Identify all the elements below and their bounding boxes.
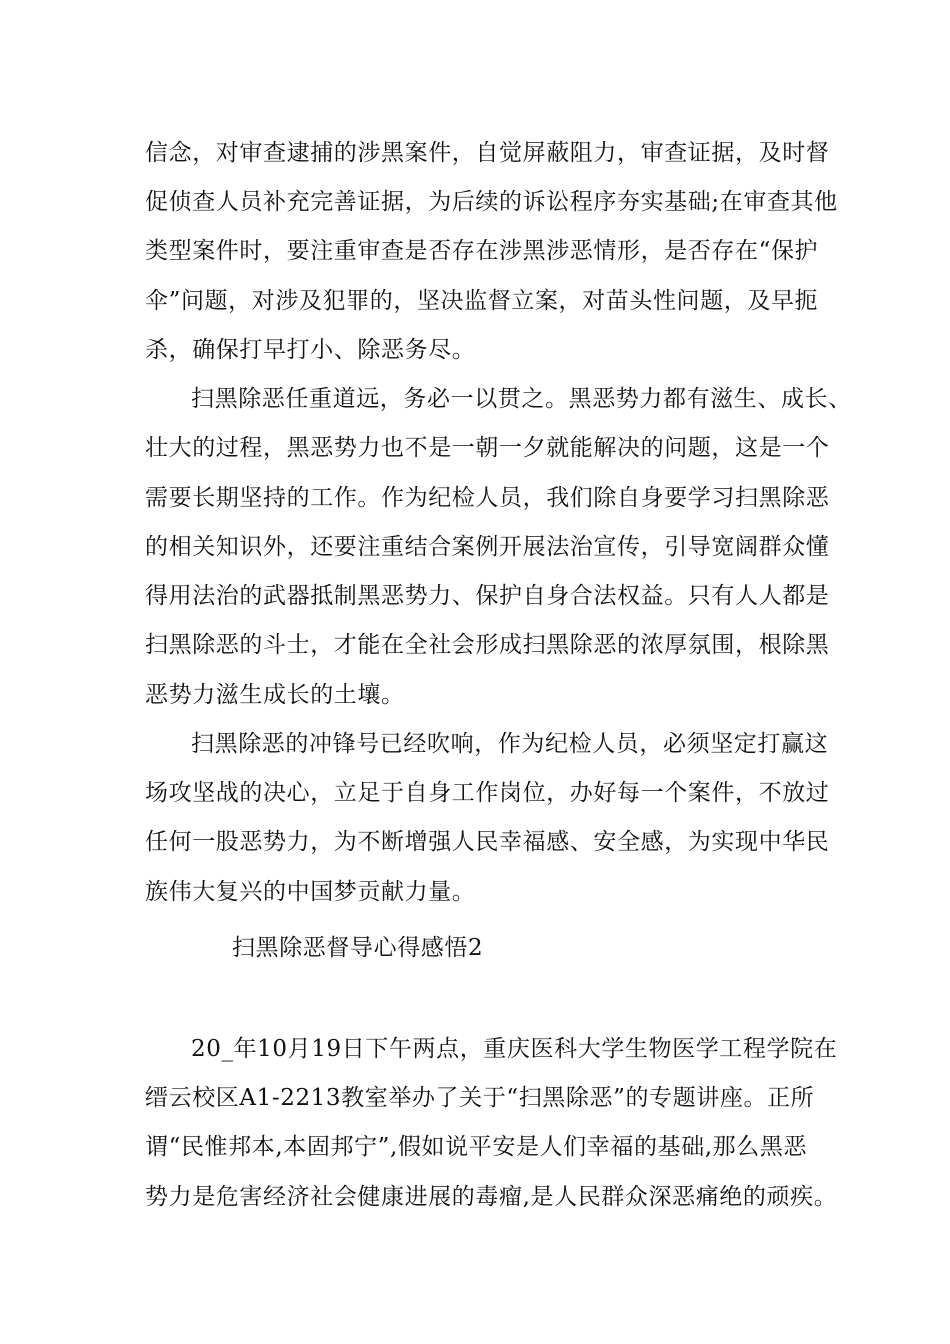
paragraph-3-line-3: 任何一股恶势力，为不断增强人民幸福感、安全感，为实现中华民	[145, 829, 830, 855]
paragraph-4-line-3: 谓“民惟邦本,本固邦宁”,假如说平安是人们幸福的基础,那么黑恶	[145, 1134, 808, 1160]
paragraph-1-line-2: 促侦查人员补充完善证据，为后续的诉讼程序夯实基础;在审查其他	[145, 189, 838, 215]
paragraph-2-line-3: 需要长期坚持的工作。作为纪检人员，我们除自身要学习扫黑除恶	[145, 485, 830, 511]
paragraph-2-line-7: 恶势力滋生成长的土壤。	[145, 682, 405, 708]
paragraph-2-line-1: 扫黑除恶任重道远，务必一以贯之。黑恶势力都有滋生、成长、	[191, 386, 852, 412]
paragraph-3-line-4: 族伟大复兴的中国梦贡献力量。	[145, 879, 476, 905]
paragraph-2-line-6: 扫黑除恶的斗士，才能在全社会形成扫黑除恶的浓厚氛围，根除黑	[145, 632, 830, 658]
paragraph-2-line-2: 壮大的过程，黑恶势力也不是一朝一夕就能解决的问题，这是一个	[145, 435, 830, 461]
paragraph-4-line-1: 20_年10月19日下午两点，重庆医科大学生物医学工程学院在	[191, 1036, 838, 1062]
paragraph-1-line-5: 杀，确保打早打小、除恶务尽。	[145, 337, 476, 363]
paragraph-3-line-1: 扫黑除恶的冲锋号已经吹响，作为纪检人员，必须坚定打赢这	[191, 731, 829, 757]
paragraph-1-line-3: 类型案件时，要注重审查是否存在涉黑涉恶情形，是否存在“保护	[145, 238, 819, 264]
paragraph-4-line-2: 缙云校区A1-2213教室举办了关于“扫黑除恶”的专题讲座。正所	[145, 1085, 815, 1111]
section-heading: 扫黑除恶督导心得感悟2	[232, 935, 484, 961]
paragraph-4-line-4: 势力是危害经济社会健康进展的毒瘤,是人民群众深恶痛绝的顽疾。	[145, 1184, 838, 1210]
paragraph-2-line-4: 的相关知识外，还要注重结合案例开展法治宣传，引导宽阔群众懂	[145, 534, 830, 560]
paragraph-1-line-4: 伞”问题，对涉及犯罪的，坚决监督立案，对苗头性问题，及早扼	[145, 288, 819, 314]
paragraph-3-line-2: 场攻坚战的决心，立足于自身工作岗位，办好每一个案件，不放过	[145, 780, 830, 806]
paragraph-2-line-5: 得用法治的武器抵制黑恶势力、保护自身合法权益。只有人人都是	[145, 583, 830, 609]
paragraph-1-line-1: 信念，对审查逮捕的涉黑案件，自觉屏蔽阻力，审查证据，及时督	[145, 140, 830, 166]
